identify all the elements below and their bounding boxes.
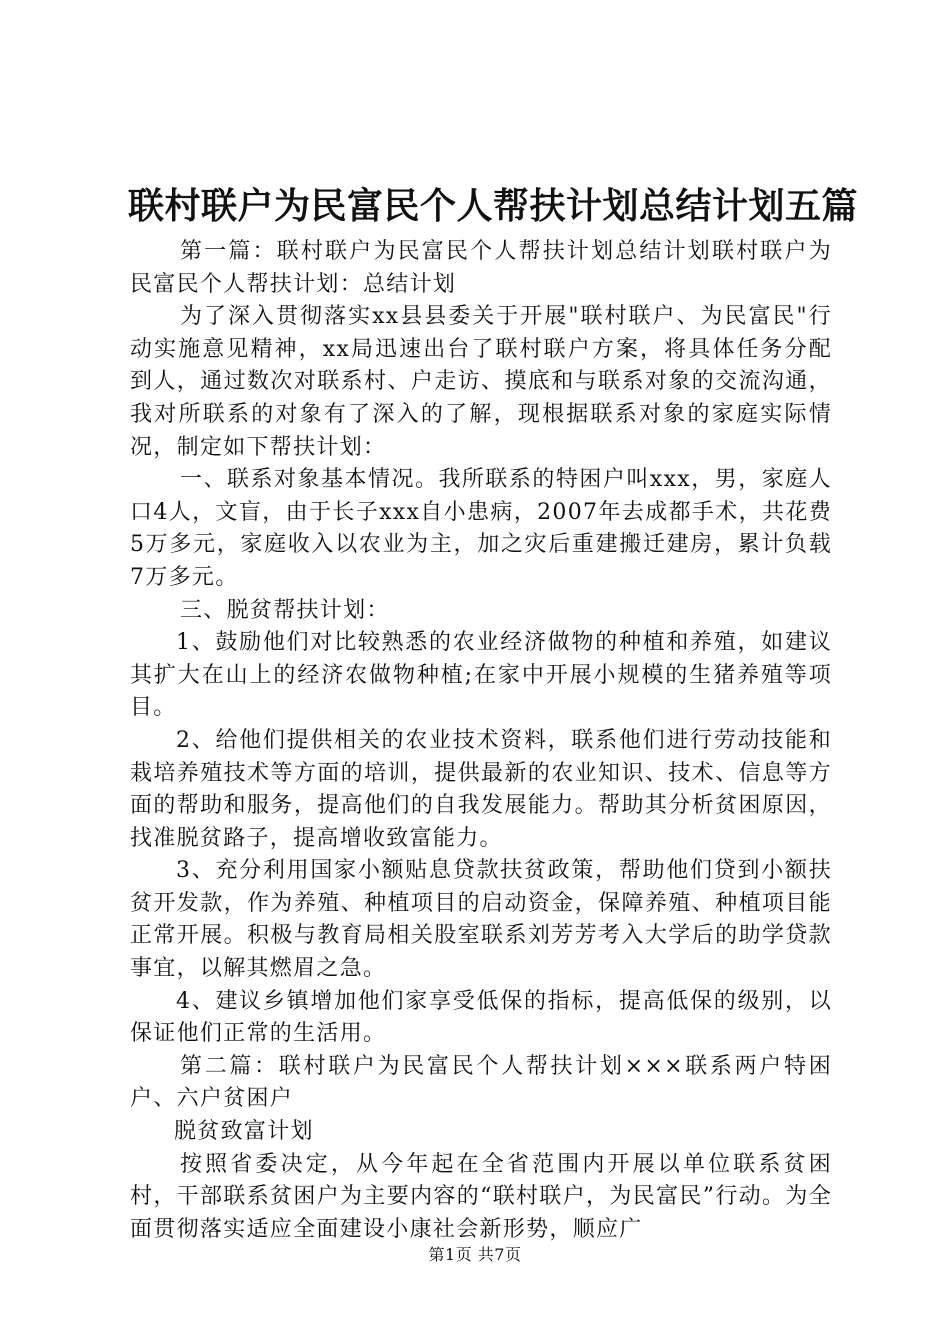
paragraph-section-1: 一、联系对象基本情况。我所联系的特困户叫xxx，男，家庭人口4人，文盲，由于长子xxx自小患病，2007年去成都手术，共花费5万多元，家庭收入以农业为主，加之灾后重建搬迁建房，累计负载7万多元。 <box>130 467 832 590</box>
paragraph-intro: 为了深入贯彻落实xx县县委关于开展"联村联户、为民富民"行动实施意见精神，xx局迅速出台了联村联户方案，将具体任务分配到人，通过数次对联系村、户走访、摸底和与联系对象的交流沟通，我对所联系的对象有了深入的了解，现根据联系对象的家庭实际情况，制定如下帮扶计划： <box>130 304 832 460</box>
paragraph-item-3: 3、充分利用国家小额贴息贷款扶贫政策，帮助他们贷到小额扶贫开发款，作为养殖、种植项目的启动资金，保障养殖、种植项目能正常开展。积极与教育局相关股室联系刘芳芳考入大学后的助学贷款事宜，以解其燃眉之急。 <box>130 858 832 982</box>
document-title: 联村联户为民富民个人帮扶计划总结计划五篇 <box>128 185 859 227</box>
paragraph-chapter-2-subtitle: 脱贫致富计划 <box>174 1119 314 1145</box>
paragraph-section-3-heading: 三、脱贫帮扶计划： <box>180 597 390 623</box>
paragraph-item-1: 1、鼓励他们对比较熟悉的农业经济做物的种植和养殖，如建议其扩大在山上的经济农做物种植;在家中开展小规模的生猪养殖等项目。 <box>130 630 832 721</box>
page-footer: 第1页 共7页 <box>428 1245 522 1264</box>
paragraph-item-2: 2、给他们提供相关的农业技术资料，联系他们进行劳动技能和栽培养殖技术等方面的培训，提供最新的农业知识、技术、信息等方面的帮助和服务，提高他们的自我发展能力。帮助其分析贫困原因，找准脱贫路子，提高增收致富能力。 <box>130 727 832 851</box>
paragraph-item-4: 4、建议乡镇增加他们家享受低保的指标，提高低保的级别，以保证他们正常的生活用。 <box>130 988 832 1047</box>
paragraph-chapter-2-heading: 第二篇：联村联户为民富民个人帮扶计划×××联系两户特困户、六户贫困户 <box>130 1053 832 1112</box>
document-body <box>130 236 832 1246</box>
paragraph-chapter-2-body: 按照省委决定，从今年起在全省范围内开展以单位联系贫困村，干部联系贫困户为主要内容的“联村联户，为民富民”行动。为全面贯彻落实适应全面建设小康社会新形势，顺应广 <box>130 1151 832 1242</box>
paragraph-chapter-1-heading: 第一篇：联村联户为民富民个人帮扶计划总结计划联村联户为民富民个人帮扶计划：总结计划 <box>130 239 832 297</box>
